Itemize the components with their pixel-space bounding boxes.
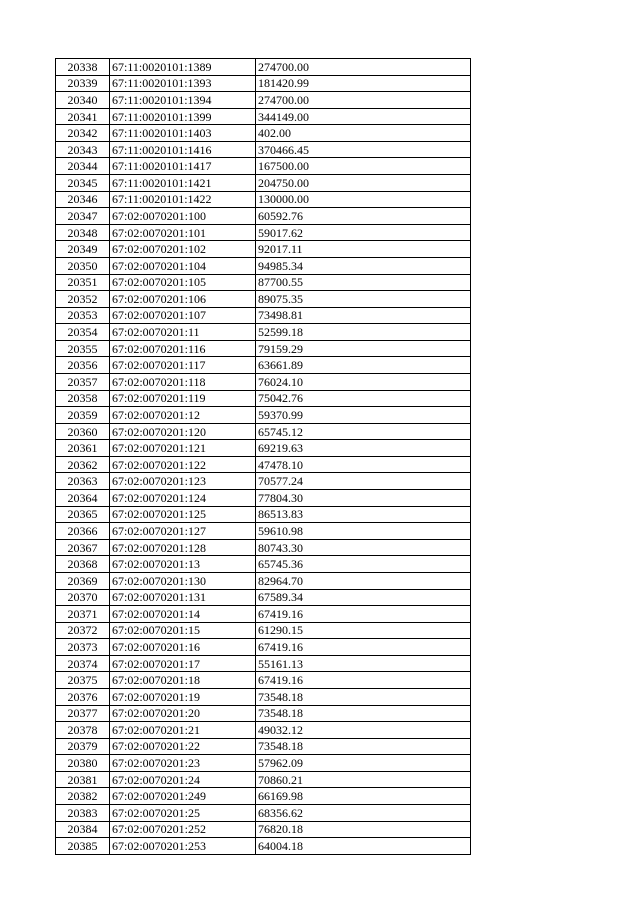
cadastral-value-cell: 76820.18 [256,821,471,838]
cadastral-number-cell: 67:11:0020101:1393 [110,75,256,92]
cadastral-value-cell: 67419.16 [256,606,471,623]
cadastral-number-cell: 67:11:0020101:1422 [110,191,256,208]
row-number-cell: 20379 [56,738,110,755]
table-row [56,108,471,125]
table-row [56,208,471,225]
row-number-cell: 20373 [56,639,110,656]
row-number-cell: 20384 [56,821,110,838]
row-number-cell: 20348 [56,224,110,241]
cadastral-value-cell: 64004.18 [256,838,471,855]
cadastral-value-cell: 274700.00 [256,92,471,109]
row-number-cell: 20370 [56,589,110,606]
cadastral-number-cell: 67:02:0070201:107 [110,307,256,324]
cadastral-value-cell: 77804.30 [256,490,471,507]
cadastral-value-cell: 66169.98 [256,788,471,805]
row-number-cell: 20342 [56,125,110,142]
row-number-cell: 20359 [56,407,110,424]
row-number-cell: 20345 [56,175,110,192]
table-row [56,241,471,258]
cadastral-value-cell: 59017.62 [256,224,471,241]
cadastral-number-cell: 67:02:0070201:116 [110,340,256,357]
table-row [56,440,471,457]
cadastral-number-cell: 67:02:0070201:130 [110,572,256,589]
cadastral-number-cell: 67:11:0020101:1417 [110,158,256,175]
cadastral-value-cell: 59610.98 [256,523,471,540]
cadastral-value-cell: 92017.11 [256,241,471,258]
table-row [56,257,471,274]
cadastral-number-cell: 67:11:0020101:1416 [110,141,256,158]
cadastral-value-cell: 55161.13 [256,655,471,672]
cadastral-value-cell: 73548.18 [256,738,471,755]
cadastral-value-cell: 70860.21 [256,771,471,788]
row-number-cell: 20377 [56,705,110,722]
cadastral-value-cell: 73548.18 [256,705,471,722]
table-row [56,357,471,374]
table-row [56,838,471,855]
cadastral-number-cell: 67:02:0070201:119 [110,390,256,407]
row-number-cell: 20344 [56,158,110,175]
table-row [56,755,471,772]
table-row [56,622,471,639]
cadastral-value-cell: 59370.99 [256,407,471,424]
cadastral-value-cell: 61290.15 [256,622,471,639]
row-number-cell: 20365 [56,506,110,523]
table-row [56,539,471,556]
cadastral-number-cell: 67:11:0020101:1399 [110,108,256,125]
cadastral-number-cell: 67:02:0070201:17 [110,655,256,672]
cadastral-number-cell: 67:11:0020101:1394 [110,92,256,109]
cadastral-number-cell: 67:02:0070201:23 [110,755,256,772]
cadastral-number-cell: 67:02:0070201:118 [110,373,256,390]
row-number-cell: 20346 [56,191,110,208]
cadastral-number-cell: 67:02:0070201:122 [110,456,256,473]
cadastral-value-table [55,58,471,855]
cadastral-number-cell: 67:11:0020101:1389 [110,59,256,76]
cadastral-number-cell: 67:02:0070201:104 [110,257,256,274]
row-number-cell: 20350 [56,257,110,274]
cadastral-value-cell: 82964.70 [256,572,471,589]
cadastral-value-cell: 204750.00 [256,175,471,192]
row-number-cell: 20355 [56,340,110,357]
row-number-cell: 20380 [56,755,110,772]
row-number-cell: 20369 [56,572,110,589]
cadastral-number-cell: 67:02:0070201:19 [110,688,256,705]
cadastral-number-cell: 67:02:0070201:13 [110,556,256,573]
cadastral-value-cell: 344149.00 [256,108,471,125]
table-row [56,175,471,192]
table-row [56,805,471,822]
cadastral-value-cell: 86513.83 [256,506,471,523]
table-row [56,523,471,540]
table-row [56,59,471,76]
cadastral-value-cell: 89075.35 [256,291,471,308]
cadastral-value-cell: 67419.16 [256,639,471,656]
table-row [56,291,471,308]
table-row [56,423,471,440]
cadastral-number-cell: 67:02:0070201:252 [110,821,256,838]
row-number-cell: 20349 [56,241,110,258]
cadastral-number-cell: 67:02:0070201:105 [110,274,256,291]
table-row [56,572,471,589]
cadastral-value-cell: 181420.99 [256,75,471,92]
cadastral-value-cell: 79159.29 [256,340,471,357]
cadastral-value-cell: 73498.81 [256,307,471,324]
cadastral-number-cell: 67:02:0070201:18 [110,672,256,689]
cadastral-value-cell: 76024.10 [256,373,471,390]
row-number-cell: 20372 [56,622,110,639]
cadastral-value-cell: 370466.45 [256,141,471,158]
cadastral-number-cell: 67:02:0070201:12 [110,407,256,424]
table-row [56,655,471,672]
table-row [56,407,471,424]
table-row [56,75,471,92]
table-row [56,92,471,109]
row-number-cell: 20338 [56,59,110,76]
row-number-cell: 20367 [56,539,110,556]
cadastral-value-cell: 130000.00 [256,191,471,208]
table-row [56,639,471,656]
table-body [56,59,471,855]
table-row [56,307,471,324]
cadastral-value-cell: 57962.09 [256,755,471,772]
row-number-cell: 20375 [56,672,110,689]
cadastral-value-cell: 67589.34 [256,589,471,606]
cadastral-value-cell: 60592.76 [256,208,471,225]
table-row [56,705,471,722]
cadastral-number-cell: 67:02:0070201:22 [110,738,256,755]
row-number-cell: 20371 [56,606,110,623]
cadastral-number-cell: 67:02:0070201:124 [110,490,256,507]
table-row [56,390,471,407]
cadastral-value-cell: 94985.34 [256,257,471,274]
row-number-cell: 20382 [56,788,110,805]
row-number-cell: 20347 [56,208,110,225]
cadastral-value-cell: 65745.36 [256,556,471,573]
row-number-cell: 20381 [56,771,110,788]
table-row [56,141,471,158]
table-row [56,490,471,507]
cadastral-number-cell: 67:02:0070201:131 [110,589,256,606]
row-number-cell: 20374 [56,655,110,672]
table-row [56,224,471,241]
row-number-cell: 20361 [56,440,110,457]
cadastral-value-cell: 68356.62 [256,805,471,822]
table-row [56,506,471,523]
table-row [56,274,471,291]
cadastral-number-cell: 67:02:0070201:123 [110,473,256,490]
cadastral-number-cell: 67:02:0070201:249 [110,788,256,805]
table-row [56,556,471,573]
row-number-cell: 20360 [56,423,110,440]
row-number-cell: 20358 [56,390,110,407]
table-row [56,473,471,490]
cadastral-value-cell: 87700.55 [256,274,471,291]
table-row [56,688,471,705]
row-number-cell: 20378 [56,722,110,739]
cadastral-value-cell: 52599.18 [256,324,471,341]
cadastral-number-cell: 67:02:0070201:15 [110,622,256,639]
cadastral-value-cell: 65745.12 [256,423,471,440]
row-number-cell: 20368 [56,556,110,573]
row-number-cell: 20354 [56,324,110,341]
table-row [56,125,471,142]
row-number-cell: 20343 [56,141,110,158]
cadastral-number-cell: 67:11:0020101:1403 [110,125,256,142]
cadastral-number-cell: 67:02:0070201:21 [110,722,256,739]
table-row [56,324,471,341]
cadastral-number-cell: 67:02:0070201:102 [110,241,256,258]
cadastral-value-cell: 73548.18 [256,688,471,705]
cadastral-value-cell: 80743.30 [256,539,471,556]
cadastral-value-cell: 167500.00 [256,158,471,175]
table-row [56,158,471,175]
row-number-cell: 20353 [56,307,110,324]
row-number-cell: 20362 [56,456,110,473]
cadastral-number-cell: 67:02:0070201:25 [110,805,256,822]
row-number-cell: 20383 [56,805,110,822]
cadastral-value-cell: 402.00 [256,125,471,142]
table-row [56,606,471,623]
cadastral-value-cell: 67419.16 [256,672,471,689]
table-row [56,788,471,805]
row-number-cell: 20341 [56,108,110,125]
row-number-cell: 20352 [56,291,110,308]
cadastral-number-cell: 67:02:0070201:100 [110,208,256,225]
cadastral-number-cell: 67:02:0070201:253 [110,838,256,855]
table-row [56,738,471,755]
row-number-cell: 20339 [56,75,110,92]
cadastral-value-cell: 70577.24 [256,473,471,490]
table-row [56,373,471,390]
row-number-cell: 20340 [56,92,110,109]
table-row [56,771,471,788]
cadastral-number-cell: 67:02:0070201:106 [110,291,256,308]
row-number-cell: 20364 [56,490,110,507]
cadastral-number-cell: 67:02:0070201:20 [110,705,256,722]
row-number-cell: 20363 [56,473,110,490]
table-row [56,456,471,473]
table-row [56,672,471,689]
cadastral-value-cell: 274700.00 [256,59,471,76]
cadastral-number-cell: 67:02:0070201:121 [110,440,256,457]
cadastral-number-cell: 67:11:0020101:1421 [110,175,256,192]
row-number-cell: 20385 [56,838,110,855]
cadastral-value-cell: 47478.10 [256,456,471,473]
cadastral-number-cell: 67:02:0070201:101 [110,224,256,241]
cadastral-number-cell: 67:02:0070201:24 [110,771,256,788]
cadastral-value-cell: 75042.76 [256,390,471,407]
cadastral-number-cell: 67:02:0070201:125 [110,506,256,523]
cadastral-number-cell: 67:02:0070201:120 [110,423,256,440]
row-number-cell: 20376 [56,688,110,705]
row-number-cell: 20357 [56,373,110,390]
row-number-cell: 20366 [56,523,110,540]
cadastral-value-cell: 49032.12 [256,722,471,739]
cadastral-value-cell: 69219.63 [256,440,471,457]
cadastral-value-cell: 63661.89 [256,357,471,374]
table-row [56,191,471,208]
cadastral-number-cell: 67:02:0070201:127 [110,523,256,540]
cadastral-number-cell: 67:02:0070201:14 [110,606,256,623]
table-row [56,821,471,838]
table-row [56,340,471,357]
row-number-cell: 20356 [56,357,110,374]
cadastral-number-cell: 67:02:0070201:16 [110,639,256,656]
cadastral-number-cell: 67:02:0070201:128 [110,539,256,556]
cadastral-number-cell: 67:02:0070201:117 [110,357,256,374]
table-row [56,722,471,739]
row-number-cell: 20351 [56,274,110,291]
table-row [56,589,471,606]
cadastral-number-cell: 67:02:0070201:11 [110,324,256,341]
